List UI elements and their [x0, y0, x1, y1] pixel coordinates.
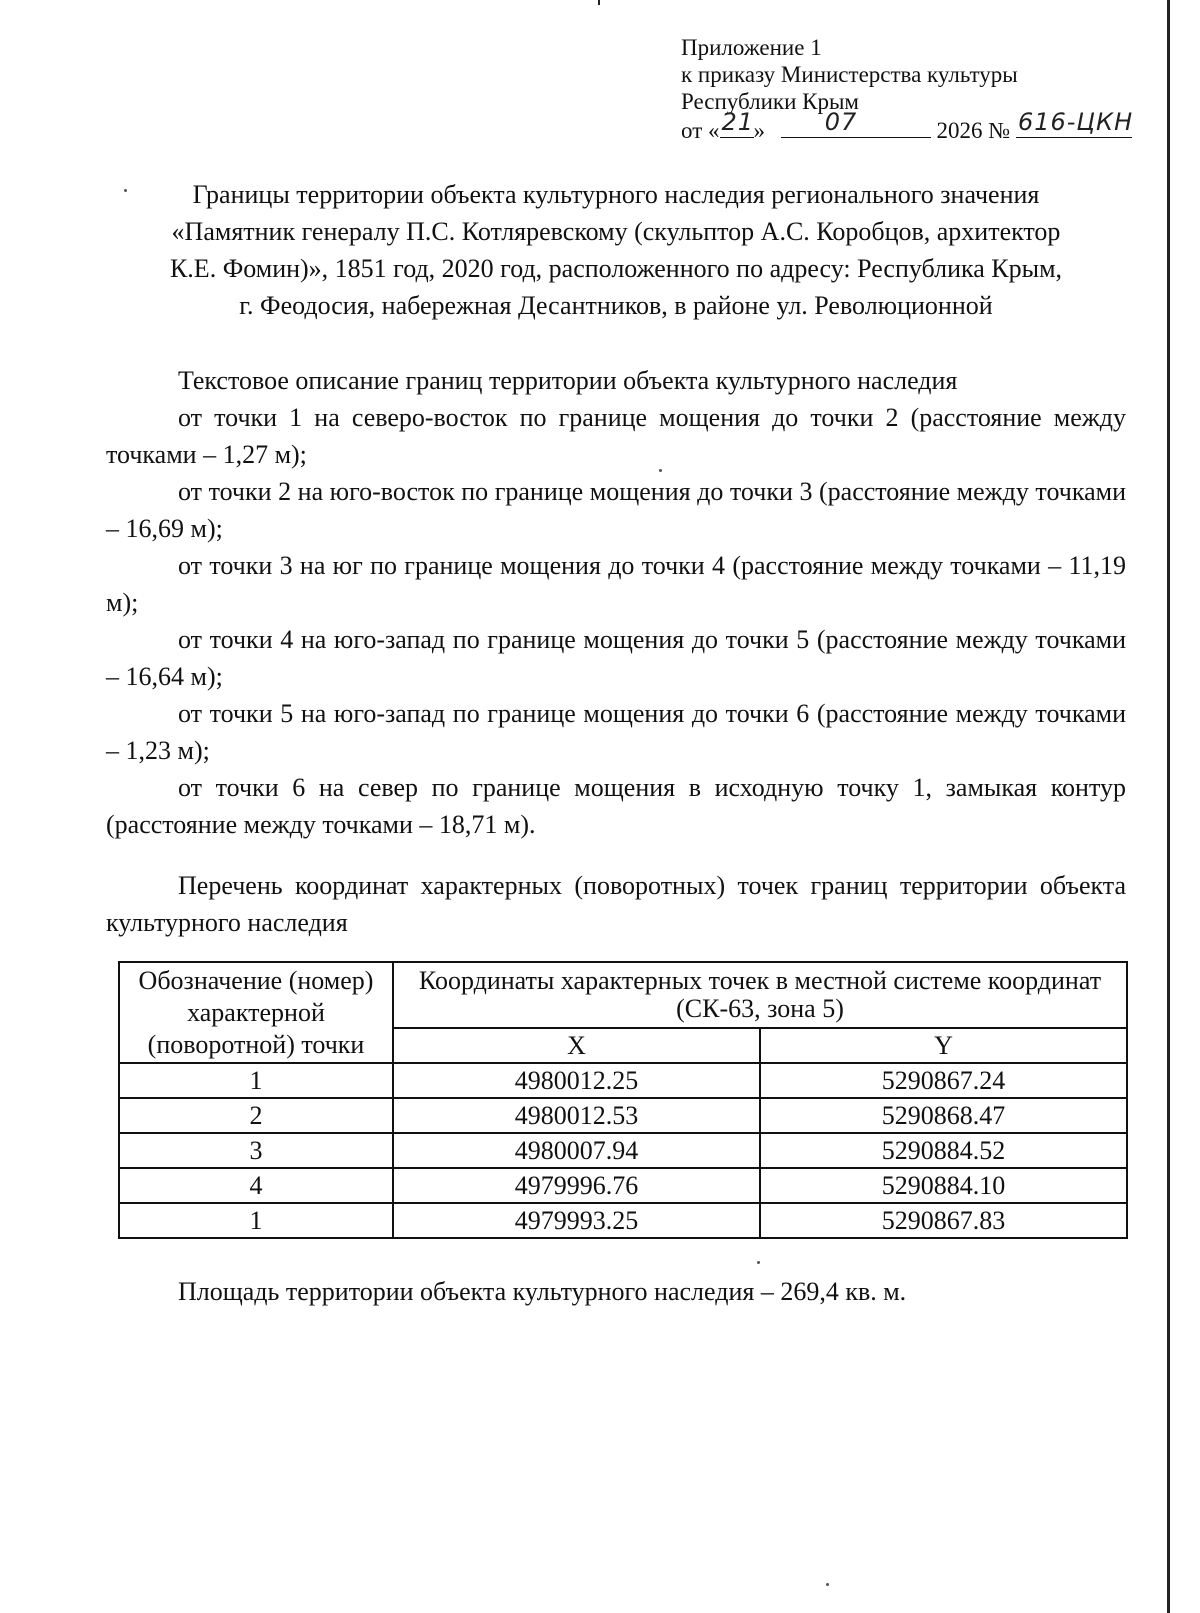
appendix-line-3: Республики Крым [681, 89, 859, 114]
title-line-3: К.Е. Фомин)», 1851 год, 2020 год, расположенного по адресу: Республика Крым, [169, 254, 1063, 283]
appendix-block [681, 34, 1132, 144]
y-column-header: Y [760, 1028, 1127, 1063]
point-cell: 1 [119, 1203, 393, 1238]
y-cell: 5290884.52 [760, 1133, 1127, 1168]
date-mid: » [753, 118, 765, 143]
date-month-blank [781, 108, 931, 138]
appendix-date-line [681, 108, 1134, 144]
date-month-handwritten: 07 [824, 108, 858, 136]
y-cell: 5290868.47 [760, 1098, 1127, 1133]
table-row [119, 1203, 1127, 1238]
description-heading: Текстовое описание границ территории объекта культурного наследия [178, 366, 958, 395]
date-day-handwritten: 21 [721, 108, 755, 136]
point-cell: 4 [119, 1168, 393, 1203]
coords-column-header: Координаты характерных точек в местной системе координат (СК-63, зона 5) [393, 962, 1127, 1028]
coordinates-table [118, 961, 1128, 1239]
scan-top-mark [598, 0, 600, 5]
x-cell: 4980012.53 [393, 1098, 760, 1133]
y-cell: 5290867.83 [760, 1203, 1127, 1238]
point-cell: 3 [119, 1133, 393, 1168]
date-year: 2026 № [936, 118, 1011, 143]
description-item: от точки 2 на юго-восток по границе мощения до точки 3 (расстояние между точками – 16,69 м); [106, 477, 1126, 543]
scan-speck [757, 1261, 760, 1264]
title-line-4: г. Феодосия, набережная Десантников, в районе ул. Революционной [239, 291, 993, 320]
appendix-line-1: Приложение 1 [681, 35, 822, 60]
x-cell: 4979996.76 [393, 1168, 760, 1203]
date-day-blank [720, 108, 755, 138]
x-column-header: X [393, 1028, 760, 1063]
document-title [106, 176, 1126, 324]
x-cell: 4980007.94 [393, 1133, 760, 1168]
title-line-1: Границы территории объекта культурного наследия регионального значения [192, 180, 1040, 209]
appendix-line-2: к приказу Министерства культуры [681, 62, 1018, 87]
date-prefix: от « [681, 118, 720, 143]
point-column-header: Обозначение (номер) характерной (поворотной) точки [119, 962, 393, 1063]
y-cell: 5290867.24 [760, 1063, 1127, 1098]
table-row [119, 1098, 1127, 1133]
description-item: от точки 1 на северо-восток по границе мощения до точки 2 (расстояние между точками – 1,27 м); [106, 403, 1126, 469]
order-number-blank [1016, 108, 1134, 138]
title-line-2: «Памятник генералу П.С. Котляревскому (скульптор А.С. Коробцов, архитектор [171, 217, 1061, 246]
order-number-handwritten: 616-ЦКН [1017, 108, 1134, 136]
table-header-row [119, 962, 1127, 1028]
point-cell: 2 [119, 1098, 393, 1133]
area-statement: Площадь территории объекта культурного наследия – 269,4 кв. м. [178, 1277, 907, 1306]
coords-heading: Перечень координат характерных (поворотных) точек границ территории объекта культурного наследия [106, 871, 1126, 937]
scan-speck [826, 1583, 829, 1586]
x-cell: 4980012.25 [393, 1063, 760, 1098]
scan-edge-line [1167, 0, 1170, 1613]
description-item: от точки 4 на юго-запад по границе мощения до точки 5 (расстояние между точками – 16,64 м); [106, 625, 1126, 691]
description-item: от точки 5 на юго-запад по границе мощения до точки 6 (расстояние между точками – 1,23 м); [106, 699, 1126, 765]
table-row [119, 1168, 1127, 1203]
description-item: от точки 6 на север по границе мощения в исходную точку 1, замыкая контур (расстояние между точками – 18,71 м). [106, 773, 1126, 839]
x-cell: 4979993.25 [393, 1203, 760, 1238]
table-row [119, 1133, 1127, 1168]
description-item: от точки 3 на юг по границе мощения до точки 4 (расстояние между точками – 11,19 м); [106, 551, 1126, 617]
point-cell: 1 [119, 1063, 393, 1098]
boundary-description [106, 362, 1126, 941]
table-row [119, 1063, 1127, 1098]
y-cell: 5290884.10 [760, 1168, 1127, 1203]
